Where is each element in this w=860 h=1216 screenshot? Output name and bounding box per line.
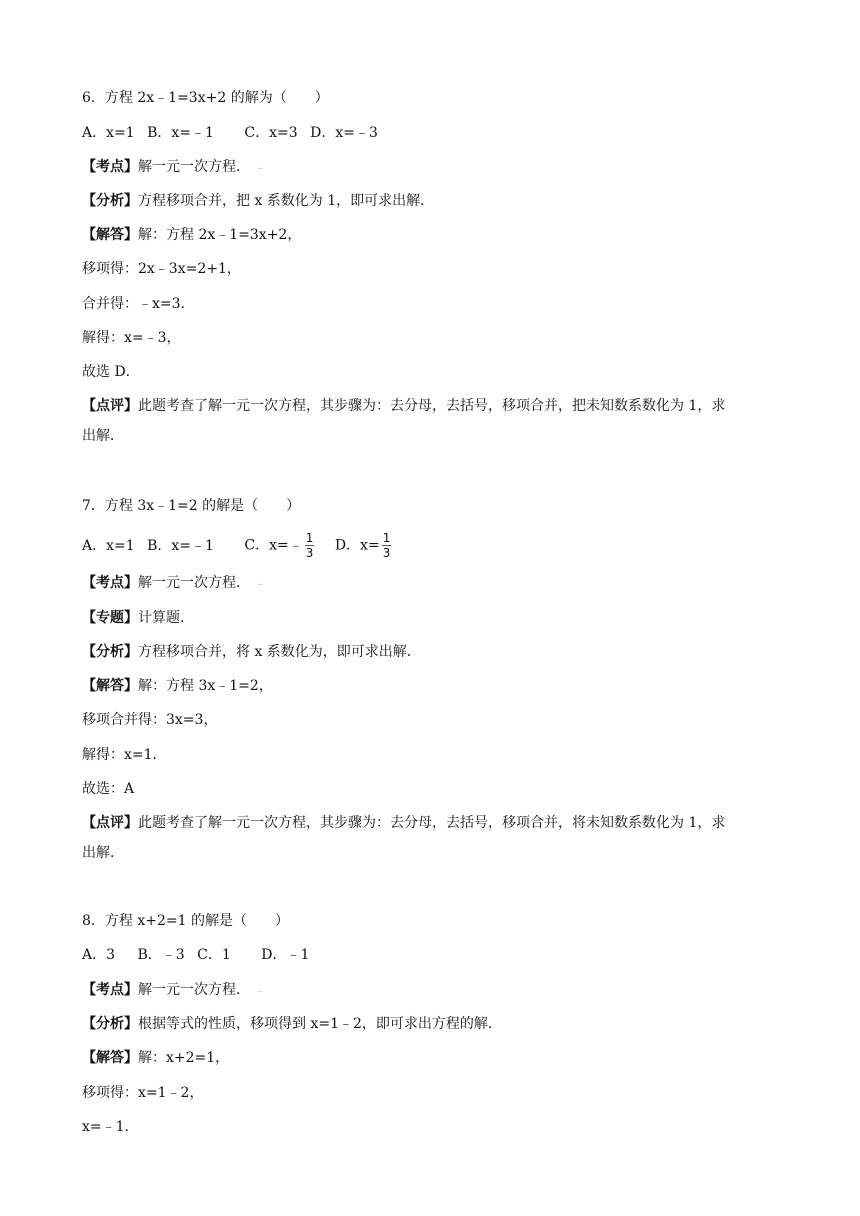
q7-fenxi-tag: 【分析】 [82, 644, 138, 660]
q6-kaodian [82, 157, 263, 179]
q6-kaodian-tag: 【考点】 [82, 159, 138, 175]
q6-option-a: A．x=1 [82, 125, 135, 141]
q7-dianping-tag: 【点评】 [82, 815, 138, 831]
margin-tick-mark: – [258, 986, 263, 997]
q6-options [82, 123, 378, 143]
q6-dianping [82, 396, 725, 416]
q7-step: 解得：x=1． [82, 747, 167, 763]
q7-fenxi [82, 642, 421, 662]
q7-option-a: A．x=1 [82, 537, 135, 554]
q8-kaodian-text: 解一元一次方程． [138, 982, 250, 998]
q7-jieda [82, 676, 273, 696]
q6-fenxi-text: 方程移项合并，把 x 系数化为 1，即可求出解． [138, 193, 435, 209]
q6-dianping-text: 此题考查了解一元一次方程，其步骤为：去分母，去括号，移项合并，把未知数系数化为 1，求 [138, 398, 726, 414]
fraction-denominator: 3 [382, 546, 391, 560]
fraction-numerator: 1 [382, 531, 391, 545]
q7-kaodian-text: 解一元一次方程． [138, 575, 250, 591]
q7-option-c-label: C．x=﹣ [244, 537, 303, 554]
q8-step: x=﹣1． [82, 1119, 139, 1135]
q8-step: 移项得：x=1﹣2， [82, 1085, 204, 1101]
q7-option-c-fraction [305, 532, 315, 559]
q8-options [82, 945, 309, 965]
q7-kaodian [82, 573, 263, 595]
q7-option-d-label: D．x= [334, 537, 380, 554]
q7-question: 7．方程 3x﹣1=2 的解是（ ） [82, 498, 301, 514]
q6-option-c: C．x=3 [244, 125, 298, 141]
q6-step: 故选 D． [82, 364, 140, 380]
q7-step: 移项合并得：3x=3， [82, 712, 218, 728]
q8-jieda-text: 解：x+2=1， [138, 1050, 230, 1066]
q8-kaodian [82, 980, 263, 1002]
q6-fenxi [82, 191, 434, 211]
q7-option-d-fraction [382, 532, 392, 559]
q7-option-c [244, 532, 316, 559]
q8-option-a: A．3 [82, 947, 116, 963]
q7-dianping-text: 此题考查了解一元一次方程，其步骤为：去分母，去括号，移项合并，将未知数系数化为 1，求 [138, 815, 726, 831]
q6-jieda-text: 解：方程 2x﹣1=3x+2， [138, 227, 302, 243]
q8-question: 8．方程 x+2=1 的解是（ ） [82, 913, 289, 929]
fraction-denominator: 3 [305, 546, 314, 560]
q7-option-b: B．x=﹣1 [147, 537, 214, 554]
q8-fenxi [82, 1014, 502, 1034]
q8-kaodian-tag: 【考点】 [82, 982, 138, 998]
q6-kaodian-text: 解一元一次方程． [138, 159, 250, 175]
q7-step: 故选：A [82, 781, 135, 797]
fraction-numerator: 1 [305, 531, 314, 545]
q6-dianping-tag: 【点评】 [82, 398, 138, 414]
q6-step: 解得：x=﹣3， [82, 330, 181, 346]
q7-option-d [335, 532, 394, 559]
q8-option-c: C．1 [197, 947, 231, 963]
q8-jieda [82, 1048, 229, 1068]
q7-dianping-cont: 出解． [82, 845, 124, 861]
q7-jieda-text: 解：方程 3x﹣1=2， [138, 678, 273, 694]
q6-jieda-tag: 【解答】 [82, 227, 138, 243]
q8-option-b: B．﹣3 [137, 947, 185, 963]
margin-tick-mark: – [258, 579, 263, 590]
q7-kaodian-tag: 【考点】 [82, 575, 138, 591]
q7-zhuanti-tag: 【专题】 [82, 610, 138, 626]
q6-dianping-cont: 出解． [82, 428, 124, 444]
q7-zhuanti [82, 608, 194, 628]
q6-step: 合并得：﹣x=3． [82, 296, 195, 312]
q7-dianping [82, 813, 725, 833]
q6-question: 6．方程 2x﹣1=3x+2 的解为（ ） [82, 90, 329, 106]
q8-option-d: D．﹣1 [261, 947, 310, 963]
q8-fenxi-tag: 【分析】 [82, 1016, 138, 1032]
q7-zhuanti-text: 计算题． [138, 610, 194, 626]
q6-jieda [82, 225, 301, 245]
q6-step: 移项得：2x﹣3x=2+1， [82, 261, 241, 277]
q8-jieda-tag: 【解答】 [82, 1050, 138, 1066]
q7-fenxi-text: 方程移项合并，将 x 系数化为，即可求出解． [138, 644, 421, 660]
q7-jieda-tag: 【解答】 [82, 678, 138, 694]
q7-options [82, 532, 393, 559]
q6-option-b: B．x=﹣1 [147, 125, 214, 141]
q6-option-d: D．x=﹣3 [310, 125, 378, 141]
margin-tick-mark: – [258, 163, 263, 174]
q6-fenxi-tag: 【分析】 [82, 193, 138, 209]
q8-fenxi-text: 根据等式的性质，移项得到 x=1﹣2，即可求出方程的解． [138, 1016, 502, 1032]
